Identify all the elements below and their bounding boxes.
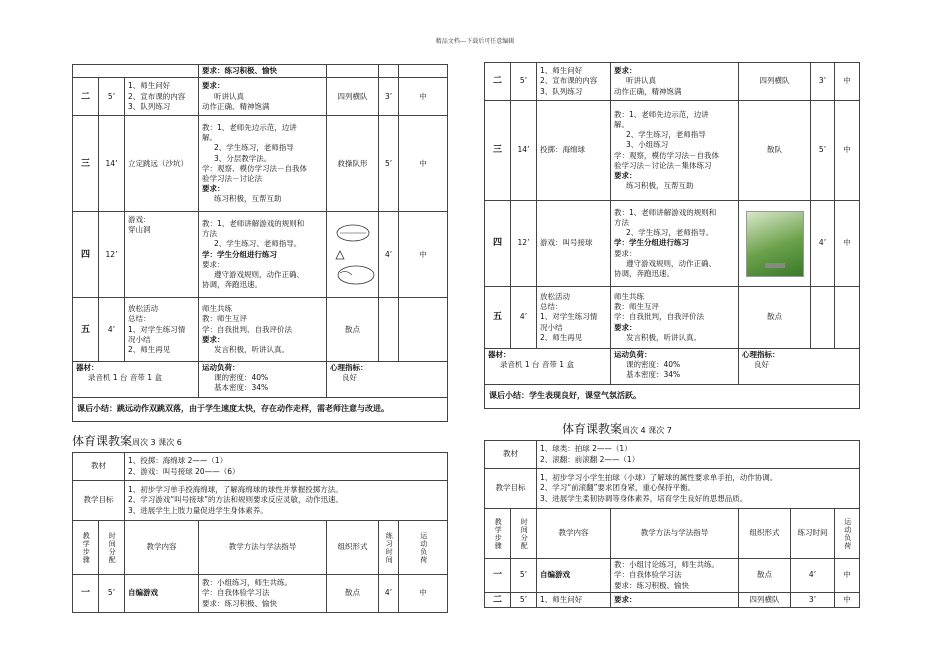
left-row4-no: 四: [73, 212, 99, 298]
right-summary: 课后小结：学生表现良好，课堂气氛活跃。: [485, 385, 860, 409]
right-head-time: 时间分配: [520, 517, 529, 550]
left-row5-method-2: 教：师生互评: [202, 314, 248, 324]
left-top-table: [72, 64, 447, 422]
right-plan-row2-time: 5’: [511, 593, 537, 608]
left-row5-method-5: 发言积极，听讲认真。: [214, 344, 290, 354]
left-row3-dur: 5’: [379, 116, 399, 212]
left-row4-method-7: 协调，奔跑迅速。: [202, 279, 263, 289]
right-plan-row1-content: 自编游戏: [537, 559, 611, 593]
left-row2-no: 二: [73, 78, 99, 116]
right-row5-method-2: 教：师生互评: [614, 302, 659, 312]
left-row3-no: 三: [73, 116, 99, 212]
left-equipment-label: 器材：: [76, 363, 99, 373]
right-psych-label: 心理指标：: [742, 350, 780, 359]
left-row5-method-1: 师生共练: [202, 304, 233, 314]
left-row3-org: 救操队形: [327, 116, 379, 212]
left-row3-load: 中: [399, 116, 448, 212]
left-row3-method-5: 学：观察、模仿学习法－自我体: [202, 163, 308, 173]
left-goal-label: 教学目标: [73, 481, 125, 521]
right-row5-no: 五: [485, 287, 511, 349]
right-row3-load: 中: [835, 101, 860, 201]
left-row5-content-1: 放松活动: [128, 304, 158, 314]
right-plan-row2-content: 1、师生问好: [537, 593, 611, 608]
right-row3-method-1: 教：1、老师先边示范，边讲: [614, 110, 709, 119]
right-material-2: 2、滚翻：前滚翻 2——（1）: [540, 454, 640, 464]
right-goal-1: 1、初步学习小学生拍球（小球）了解球的属性要求单手拍，动作协调。: [540, 473, 778, 483]
right-plan-row1-method-2: 学：自我体验学习法: [614, 570, 682, 580]
left-plan-row1-method-1: 教：小组练习，师生共练。: [202, 578, 292, 588]
right-head-method: 教学方法与学法指导: [611, 509, 739, 559]
left-row4-load: 中: [399, 212, 448, 298]
right-goal-label: 教学目标: [485, 469, 537, 509]
left-plan-row1-method-3: 要求：练习积极、愉快: [202, 598, 277, 608]
left-head-method: 教学方法与学法指导: [199, 521, 327, 575]
right-plan-table: [484, 440, 859, 608]
right-head-dur: 练习时间: [791, 509, 835, 559]
right-plan-row2-org: 四列横队: [739, 593, 791, 608]
right-row5-time: 4’: [511, 287, 537, 349]
right-row3-org: 散队: [739, 101, 811, 201]
right-row5-content-5: 2、师生再见: [540, 332, 583, 342]
right-row5-method-4: 要求：: [614, 322, 637, 332]
right-row3-method-3: 2、学生练习，老师指导: [626, 130, 706, 140]
right-row3-method-2: 解。: [614, 120, 629, 130]
left-row5-content-5: 2、师生再见: [128, 344, 171, 354]
right-row2-method-2: 听讲认真: [626, 76, 656, 86]
right-load-label: 运动负荷：: [614, 350, 652, 359]
right-plan-row1-no: 一: [485, 559, 511, 593]
left-row4-method-6: 遵守游戏规则，动作正确、: [214, 269, 305, 279]
left-plan-row1-no: 一: [73, 575, 99, 613]
left-row5-org: 散点: [327, 298, 379, 362]
right-goal-2: 2、学习“前滚翻”要求团身紧，重心保持平衡。: [540, 483, 696, 493]
right-row4-method-3: 2、学生练习，老师指导。: [626, 228, 714, 238]
left-title-suffix: 周次 3 课次 6: [132, 438, 182, 447]
left-plan-table: [72, 452, 447, 613]
right-row3-method-6: 验学习法－讨论法－集体练习: [614, 160, 712, 170]
right-equipment-label: 器材：: [488, 350, 511, 359]
right-row2-org: 四列横队: [739, 63, 811, 101]
left-title-main: 体育课教案: [72, 434, 133, 448]
right-row2-content-3: 3、队列练习: [540, 86, 583, 96]
right-row5-method-5: 发言积极，听讲认真。: [626, 332, 701, 342]
left-basic-density: 基本密度：34%: [214, 383, 269, 393]
left-head-load: 运动负荷: [419, 531, 428, 564]
left-row4-content-2: 穿山洞: [128, 225, 151, 235]
left-row4-dur: 4’: [379, 212, 399, 298]
left-row5-method-4: 要求：: [202, 334, 225, 344]
right-row4-content: 游戏：叫号接球: [537, 201, 611, 287]
right-basic-density: 基本密度：34%: [626, 370, 681, 380]
header-note: 精品文档---下载后可任意编辑: [435, 38, 515, 45]
right-row4-method-6: 遵守游戏规则，动作正确、: [626, 258, 716, 268]
left-row4-method-3: 2、学生练习、老师指导。: [214, 239, 302, 249]
left-equipment: 录音机 1 台 音带 1 盒: [88, 373, 162, 383]
right-head-content: 教学内容: [537, 509, 611, 559]
left-material-label: 教材: [73, 453, 125, 481]
left-first-row-text: 要求：练习积极、愉快: [199, 65, 327, 78]
left-row3-content: 立定跳远（沙坑）: [125, 116, 199, 212]
left-row3-method-2: 解。: [202, 133, 218, 143]
left-head-content: 教学内容: [125, 521, 199, 575]
left-plan-row1-content: 自编游戏: [125, 575, 199, 613]
left-row3-method-6: 验学习法－讨论法: [202, 173, 263, 183]
left-plan-row1-method-2: 学：自我体验学习法: [202, 588, 270, 598]
right-row3-method-7: 要求：: [614, 170, 637, 180]
left-row3-method-1: 教：1、老师先边示范，边讲: [202, 123, 297, 133]
right-plan-row1-load: 中: [835, 559, 860, 593]
right-material-1: 1、球类：拍球 2——（1）: [540, 444, 632, 454]
left-plan-row1-org: 散点: [327, 575, 379, 613]
right-plan-row2-load: 中: [835, 593, 860, 608]
left-head-dur: 练习时间: [385, 531, 394, 564]
right-density: 课的密度：40%: [626, 360, 681, 370]
left-row2-method-3: 动作正确、精神饱满: [202, 101, 270, 111]
right-equipment: 录音机 1 台 音带 1 盒: [500, 360, 574, 370]
left-plan-row1-load: 中: [399, 575, 448, 613]
right-head-load: 运动负荷: [843, 517, 852, 550]
right-plan-row2-method: 要求：: [611, 593, 739, 608]
left-row2-content-1: 1、师生问好: [128, 81, 171, 91]
right-row5-content-1: 放松活动: [540, 292, 570, 302]
students-playing-photo: [746, 211, 804, 277]
left-row2-method-1: 要求：: [202, 81, 225, 91]
right-plan-row1-method-3: 要求：练习积极、愉快: [614, 580, 689, 590]
right-row4-method-2: 方法: [614, 218, 629, 228]
right-row4-method-1: 教：1、老师讲解游戏的规则和: [614, 208, 717, 218]
right-row2-content-1: 1、师生问好: [540, 66, 583, 76]
right-row2-method-1: 要求：: [614, 66, 637, 76]
right-material-label: 教材: [485, 441, 537, 469]
left-row5-content-2: 总结：: [128, 314, 151, 324]
right-row5-content-3: 1、对学生练习情: [540, 312, 598, 322]
right-row5-method-3: 学：自我批判，自我评价法: [614, 312, 704, 322]
right-title: [562, 420, 672, 437]
right-row4-method-4: 学：学生分组进行练习: [614, 238, 689, 248]
right-head-org: 组织形式: [739, 509, 791, 559]
right-row4-method-5: 要求：: [614, 248, 637, 258]
left-row2-content-2: 2、宣布课的内容: [128, 91, 186, 101]
left-row2-time: 5’: [99, 78, 125, 116]
right-row2-load: 中: [835, 63, 860, 101]
right-row4-dur: 4’: [811, 201, 835, 287]
left-summary: 课后小结：跳远动作双跳双落，由于学生速度太快，存在动作走样，需老师注意与改进。: [73, 398, 448, 422]
right-row4-time: 12’: [511, 201, 537, 287]
right-row5-content-4: 况小结: [540, 322, 563, 332]
left-row2-org: 四列横队: [327, 78, 379, 116]
right-row4-load: 中: [835, 201, 860, 287]
left-row3-method-4: 3、分层教学法。: [214, 153, 272, 163]
right-row2-no: 二: [485, 63, 511, 101]
left-head-org: 组织形式: [327, 521, 379, 575]
left-row2-method-2: 听讲认真: [214, 91, 245, 101]
left-row4-sketch: [327, 212, 379, 298]
right-row3-method-5: 学：观察，模仿学习法－自我体: [614, 150, 719, 160]
left-load-label: 运动负荷：: [202, 363, 240, 373]
left-goal-2: 2、学习游戏“叫号接球”的方法和规则要求反应灵敏，动作迅速。: [128, 495, 344, 505]
right-plan-row2-no: 二: [485, 593, 511, 608]
right-row3-no: 三: [485, 101, 511, 201]
right-row2-method-3: 动作正确，精神饱满: [614, 86, 682, 96]
left-material-1: 1、投掷：海绵球 2——（1）: [128, 456, 228, 466]
left-row3-method-7: 要求：: [202, 183, 225, 193]
left-row5-no: 五: [73, 298, 99, 362]
left-psych: 良好: [342, 373, 358, 383]
right-row2-dur: 3’: [811, 63, 835, 101]
right-row3-method-8: 练习积极，互帮互助: [626, 180, 694, 190]
left-row4-method-5: 要求：: [202, 259, 225, 269]
right-row2-content-2: 2、宣布课的内容: [540, 76, 598, 86]
right-plan-row1-time: 5’: [511, 559, 537, 593]
right-head-steps: 教学步骤: [494, 517, 503, 550]
left-row4-method-1: 教：1、老师讲解游戏的规则和: [202, 219, 305, 229]
right-title-suffix: 周次 4 课次 7: [622, 426, 672, 435]
right-row5-content-2: 总结：: [540, 302, 563, 312]
left-plan-row1-dur: 4’: [379, 575, 399, 613]
right-row3-time: 14’: [511, 101, 537, 201]
right-row5-org: 散点: [739, 287, 811, 349]
left-row4-method-4: 学：学生分组进行练习: [202, 249, 278, 259]
left-row4-time: 12’: [99, 212, 125, 298]
right-row2-time: 5’: [511, 63, 537, 101]
left-title: [72, 432, 182, 449]
left-head-steps: 教学步骤: [82, 531, 91, 564]
right-plan-row1-method-1: 教：小组讨论练习，师生共练。: [614, 560, 719, 570]
left-psych-label: 心理指标：: [330, 363, 368, 373]
right-title-main: 体育课教案: [562, 422, 623, 436]
right-row3-dur: 5’: [811, 101, 835, 201]
left-goal-3: 3、进展学生上肢力量促进学生身体素养。: [128, 505, 268, 515]
left-plan-row1-time: 5’: [99, 575, 125, 613]
right-plan-row2-dur: 3’: [791, 593, 835, 608]
right-top-table: [484, 62, 859, 409]
right-row3-content: 投掷：海绵球: [537, 101, 611, 201]
left-row3-method-8: 练习积极，互帮互助: [214, 194, 282, 203]
right-row5-method-1: 师生共练: [614, 292, 644, 302]
left-row5-time: 4’: [99, 298, 125, 362]
right-row4-photo-cell: [739, 201, 811, 287]
left-row2-load: 中: [399, 78, 448, 116]
left-goal-1: 1、初步学习单手投海绵球，了解海绵球的球性并掌握投掷方法。: [128, 485, 343, 495]
left-material-2: 2、游戏：叫号接球 20——（6）: [128, 466, 240, 476]
left-row3-time: 14’: [99, 116, 125, 212]
left-head-time: 时间分配: [108, 531, 117, 564]
right-row3-method-4: 3、小组练习: [626, 140, 669, 150]
right-row4-no: 四: [485, 201, 511, 287]
left-row2-dur: 3’: [379, 78, 399, 116]
right-psych: 良好: [754, 360, 769, 370]
left-row2-content-3: 3、队列练习: [128, 101, 171, 111]
right-row4-method-7: 协调，奔跑迅速。: [614, 268, 674, 278]
left-row5-method-3: 学：自我批判、自我评价法: [202, 324, 293, 334]
left-row3-method-3: 2、学生练习，老师指导: [214, 143, 294, 153]
left-row5-content-4: 况小结: [128, 334, 151, 344]
left-row4-content-1: 游戏：: [128, 215, 151, 225]
right-goal-3: 3、进展学生柔韧协调等身体素养，培育学生良好的思想品质。: [540, 493, 748, 503]
left-row4-method-2: 方法: [202, 229, 218, 239]
right-plan-row1-org: 散点: [739, 559, 791, 593]
right-plan-row1-dur: 4’: [791, 559, 835, 593]
left-row5-content-3: 1、对学生练习情: [128, 324, 186, 334]
left-density: 课的密度：40%: [214, 373, 269, 383]
